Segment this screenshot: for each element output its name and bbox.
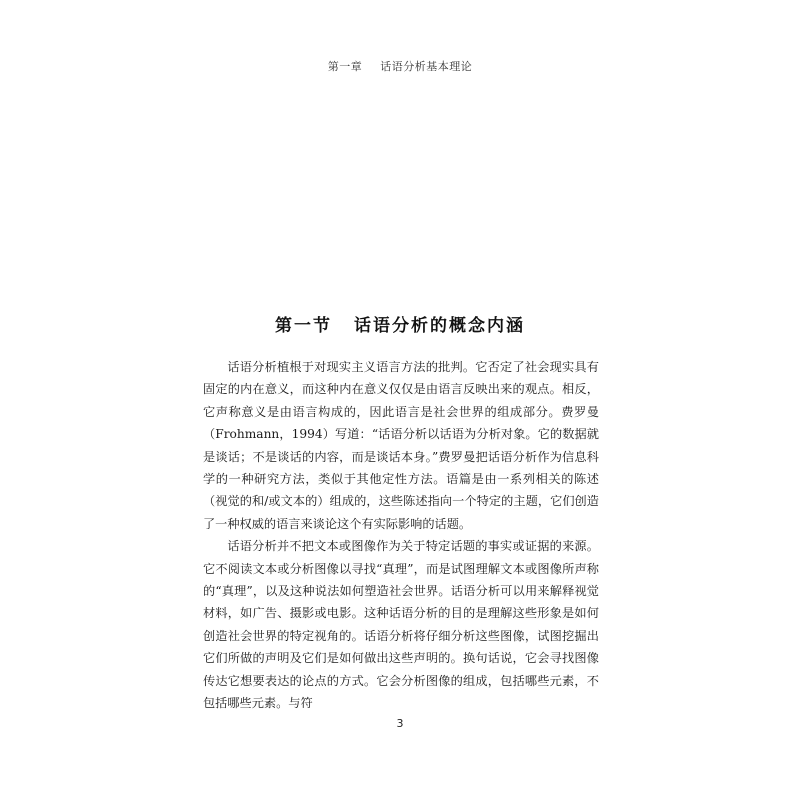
running-header xyxy=(0,58,800,74)
paragraph: 话语分析植根于对现实主义语言方法的批判。它否定了社会现实具有固定的内在意义，而这种内在意义仅仅是由语言反映出来的观点。相反，它声称意义是由语言构成的，因此语言是社会世界的组成部分。费罗曼（Frohmann，1994）写道：“话语分析以话语为分析对象。它的数据就是谈话；不是谈话的内容，而是谈话本身。”费罗曼把话语分析作为信息科学的一种研究方法，类似于其他定性方法。语篇是由一系列相关的陈述（视觉的和/或文本的）组成的，这些陈述指向一个特定的主题，它们创造了一种权威的语言来谈论这个有实际影响的话题。 xyxy=(203,360,599,531)
body-text xyxy=(203,356,599,715)
section-title: 话语分析的概念内涵 xyxy=(354,316,525,336)
chapter-title: 话语分析基本理论 xyxy=(380,60,473,73)
page-number: 3 xyxy=(396,717,404,730)
section-heading xyxy=(0,311,800,336)
chapter-number: 第一章 xyxy=(327,60,363,73)
paragraph: 话语分析并不把文本或图像作为关于特定话题的事实或证据的来源。它不阅读文本或分析图像以寻找“真理”，而是试图理解文本或图像所声称的“真理”，以及这种说法如何塑造社会世界。话语分析可以用来解释视觉材料，如广告、摄影或电影。这种话语分析的目的是理解这些形象是如何创造社会世界的特定视角的。话语分析将仔细分析这些图像，试图挖掘出它们所做的声明及它们是如何做出这些声明的。换句话说，它会寻找图像传达它想要表达的论点的方式。它会分析图像的组成，包括哪些元素，不包括哪些元素。与符 xyxy=(203,539,599,711)
section-number: 第一节 xyxy=(275,316,332,336)
